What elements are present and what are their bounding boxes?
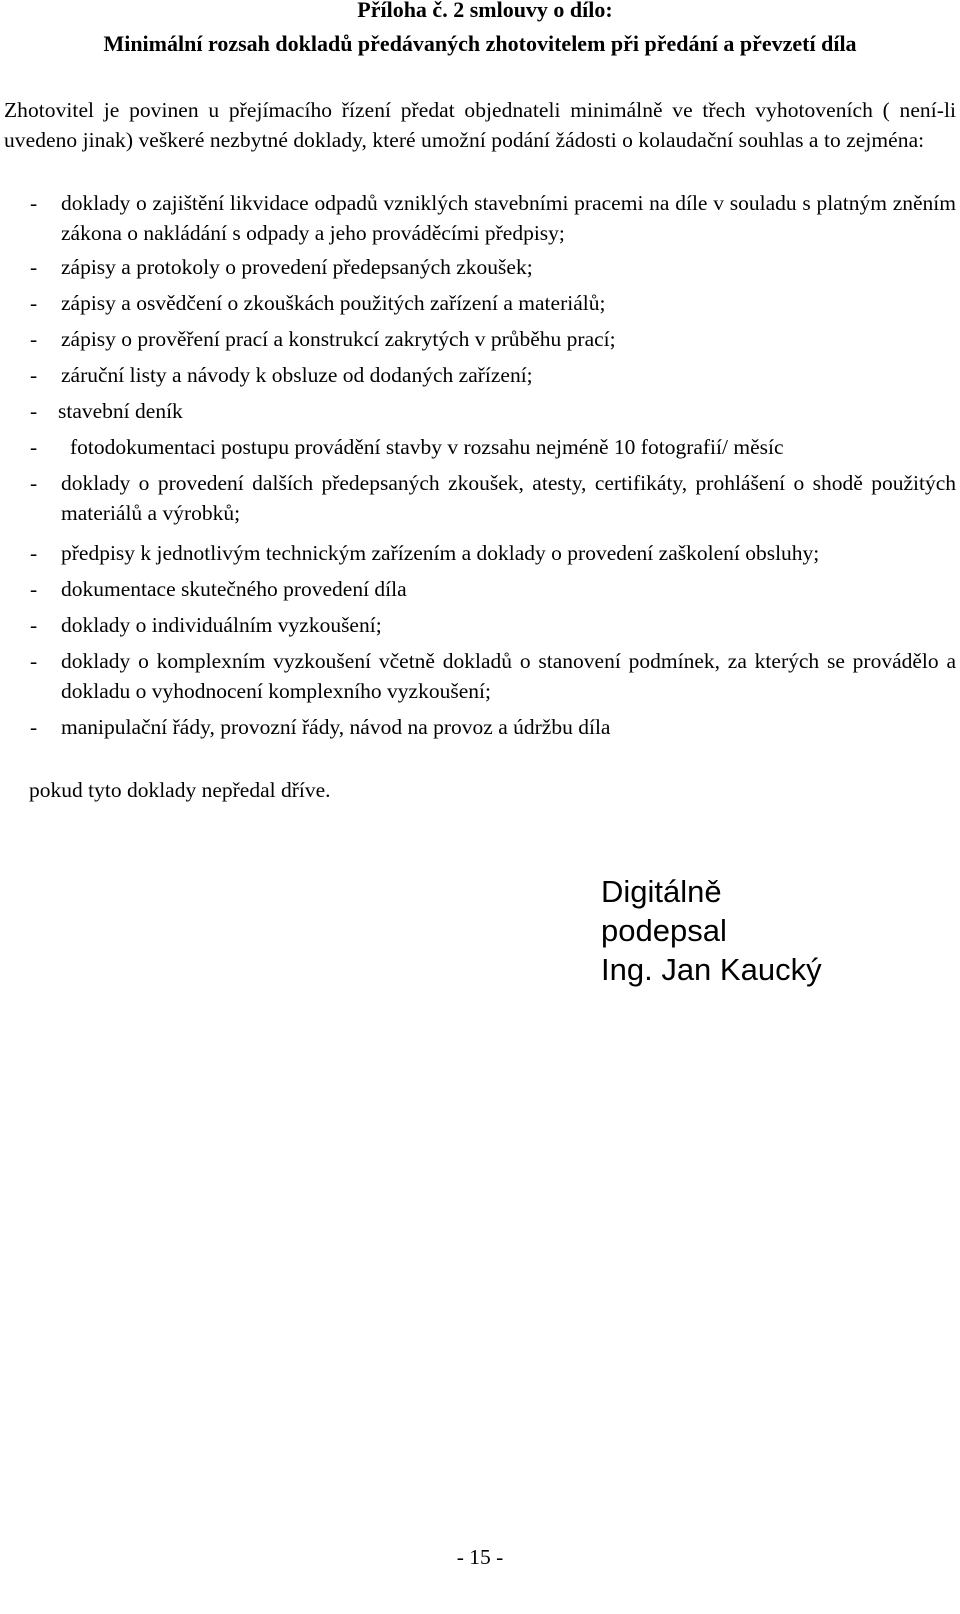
list-item-text: dokumentace skutečného provedení díla: [61, 577, 407, 601]
list-item: [4, 324, 956, 354]
list-item: [4, 360, 956, 390]
list-item: [4, 610, 956, 640]
closing-sentence: pokud tyto doklady nepředal dříve.: [29, 778, 331, 802]
list-dash: -: [30, 255, 38, 279]
document-title: Minimální rozsah dokladů předávaných zhotovitelem při předání a převzetí díla: [103, 31, 857, 56]
list-item-text: zápisy a osvědčení o zkouškách použitých zařízení a materiálů;: [61, 291, 606, 315]
list-item: [4, 538, 956, 568]
list-dash: -: [30, 577, 38, 601]
list-dash: -: [30, 363, 38, 387]
page-number: - 15 -: [456, 1545, 504, 1569]
annex-title: Příloha č. 2 smlouvy o dílo:: [357, 0, 613, 22]
list-dash: -: [30, 649, 38, 673]
list-item: [4, 288, 956, 318]
list-item-text: zápisy o prověření prací a konstrukcí zakrytých v průběhu prací;: [61, 327, 616, 351]
list-item-text: manipulační řády, provozní řády, návod na provoz a údržbu díla: [61, 715, 611, 739]
list-dash: -: [30, 613, 38, 637]
list-item: [4, 468, 956, 528]
list-item: [4, 396, 956, 426]
intro-paragraph: Zhotovitel je povinen u přejímacího řízení předat objednateli minimálně ve třech vyhotoveních ( není-li uvedeno jinak) veškeré nezbytné doklady, které umožní podání žádosti o kolaudační souhlas a to zejména:: [4, 98, 956, 152]
list-item: [4, 712, 956, 742]
list-item: [4, 188, 956, 248]
signature-line: Ing. Jan Kaucký: [601, 952, 822, 987]
list-item: [4, 574, 956, 604]
list-item-text: doklady o provedení dalších předepsaných zkoušek, atesty, certifikáty, prohlášení o shodě použitých materiálů a výrobků;: [61, 471, 956, 525]
list-item-text: předpisy k jednotlivým technickým zařízením a doklady o provedení zaškolení obsluhy;: [61, 541, 820, 565]
list-item-text: doklady o zajištění likvidace odpadů vzniklých stavebními pracemi na díle v souladu s platným zněním zákona o nakládání s odpady a jeho prováděcími předpisy;: [61, 191, 956, 245]
list-item-text: fotodokumentaci postupu provádění stavby v rozsahu nejméně 10 fotografií/ měsíc: [70, 435, 784, 459]
heading: [0, 0, 960, 60]
signature-line: podepsal: [601, 913, 727, 948]
list-dash: -: [30, 291, 38, 315]
signature-line: Digitálně: [601, 874, 722, 909]
list-item-text: zápisy a protokoly o provedení předepsaných zkoušek;: [61, 255, 533, 279]
list-item-text: doklady o individuálním vyzkoušení;: [61, 613, 382, 637]
list-dash: -: [30, 435, 38, 459]
list-dash: -: [30, 471, 38, 495]
list-dash: -: [30, 399, 38, 423]
list-item: [4, 252, 956, 282]
list-dash: -: [30, 191, 38, 215]
list-item-text: záruční listy a návody k obsluze od dodaných zařízení;: [61, 363, 533, 387]
list-item-text: stavební deník: [58, 399, 183, 423]
list-item: [4, 646, 956, 706]
list-dash: -: [30, 327, 38, 351]
required-documents-list: [4, 188, 956, 742]
list-dash: -: [30, 541, 38, 565]
digital-signature: [601, 872, 822, 989]
list-item: [4, 432, 956, 462]
list-item-text: doklady o komplexním vyzkoušení včetně dokladů o stanovení podmínek, za kterých se provádělo a dokladu o vyhodnocení komplexního vyzkoušení;: [61, 649, 956, 703]
list-dash: -: [30, 715, 38, 739]
